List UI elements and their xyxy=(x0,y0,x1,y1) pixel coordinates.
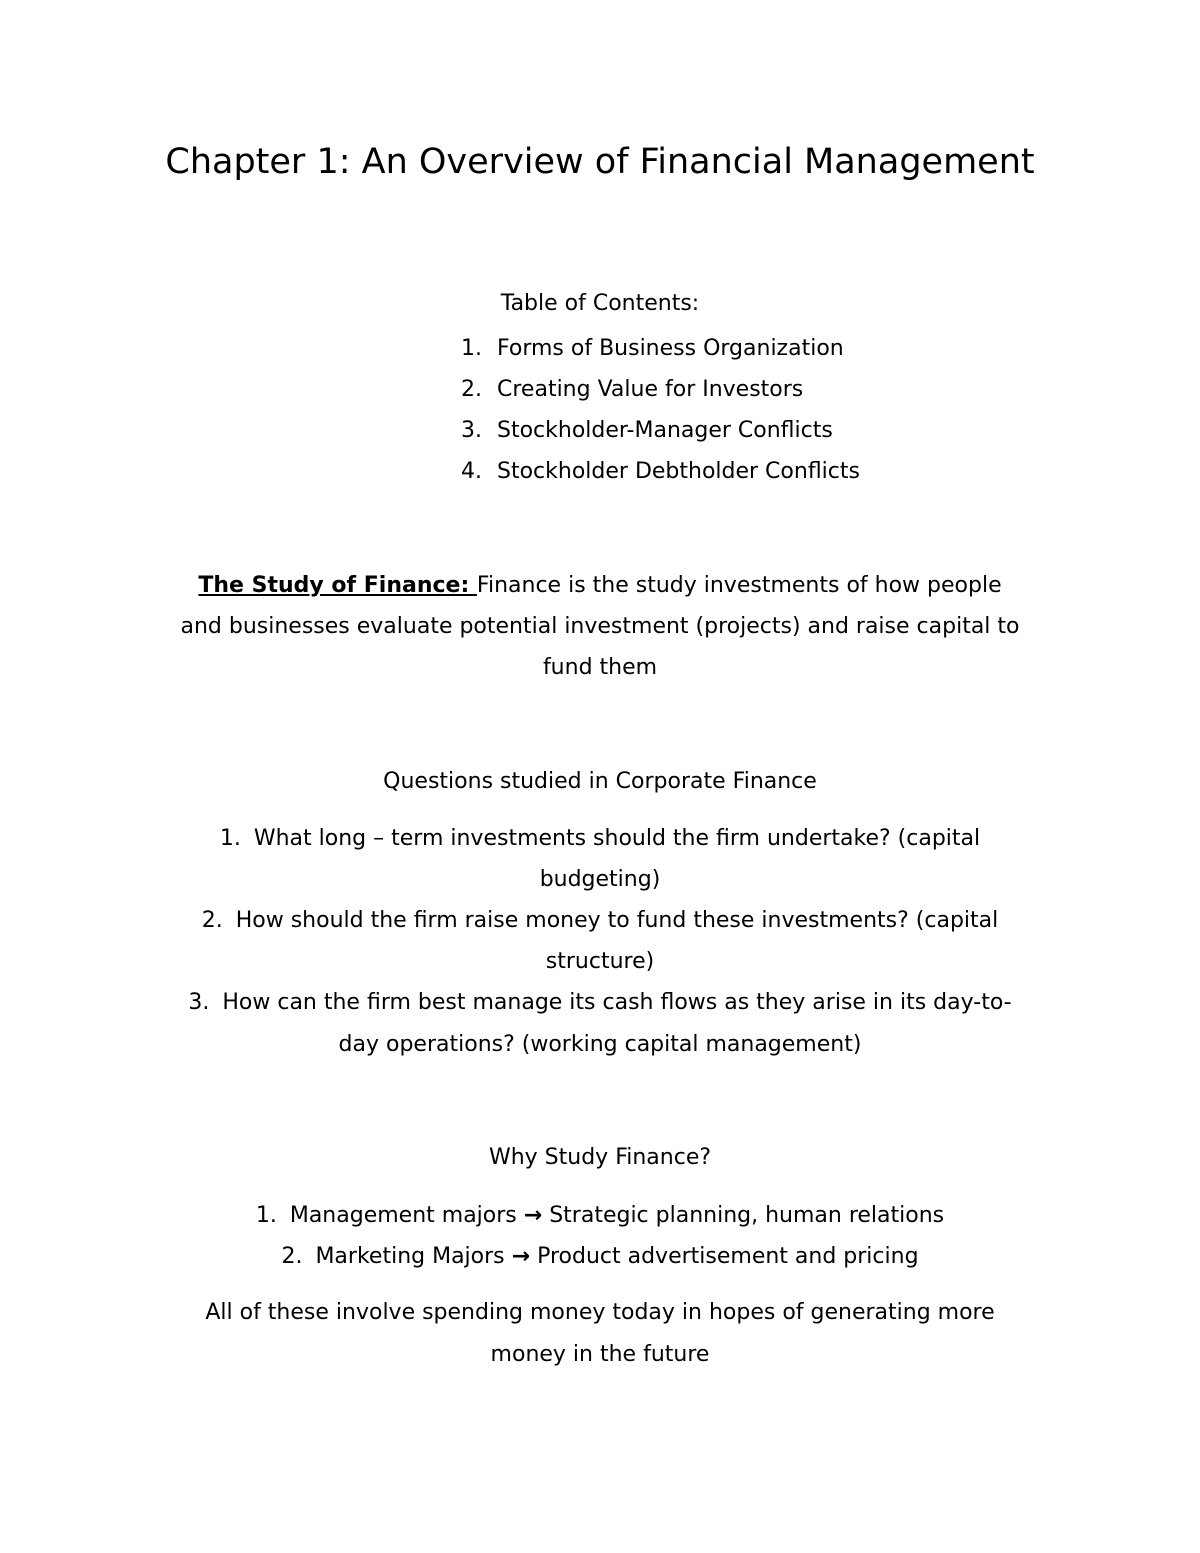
why-heading: Why Study Finance? xyxy=(488,1145,712,1170)
toc-item-number: 1. xyxy=(461,336,482,361)
question-continuation: day operations? (working capital management) xyxy=(338,1032,862,1057)
toc-item-number: 2. xyxy=(461,377,482,402)
question-item xyxy=(0,900,1200,941)
toc-item xyxy=(455,451,860,492)
why-item-topic: Product advertisement and pricing xyxy=(537,1244,919,1269)
question-continuation: structure) xyxy=(545,949,655,974)
question-text: How should the firm raise money to fund these investments? (capital xyxy=(235,908,999,933)
arrow-right-icon: → xyxy=(511,1244,531,1269)
question-item xyxy=(0,982,1200,1023)
toc-item-text: Stockholder-Manager Conflicts xyxy=(497,418,833,443)
why-item xyxy=(0,1195,1200,1236)
study-paragraph-line-1 xyxy=(0,565,1200,606)
why-item-major: Marketing Majors xyxy=(315,1244,505,1269)
why-item-number: 2. xyxy=(281,1244,303,1269)
question-number: 3. xyxy=(188,990,210,1015)
why-item-major: Management majors xyxy=(289,1203,517,1228)
study-paragraph-line-2: and businesses evaluate potential investment (projects) and raise capital to xyxy=(180,614,1020,639)
why-item xyxy=(0,1236,1200,1277)
toc-item-text: Forms of Business Organization xyxy=(497,336,844,361)
toc-item xyxy=(455,369,803,410)
question-continuation: budgeting) xyxy=(539,867,661,892)
arrow-right-icon: → xyxy=(523,1203,543,1228)
study-label: The Study of Finance: xyxy=(198,573,477,598)
toc-item-number: 4. xyxy=(461,459,482,484)
why-item-topic: Strategic planning, human relations xyxy=(549,1203,945,1228)
questions-heading: Questions studied in Corporate Finance xyxy=(383,769,817,794)
question-text: How can the firm best manage its cash flows as they arise in its day-to- xyxy=(222,990,1012,1015)
conclusion-line-1: All of these involve spending money today in hopes of generating more xyxy=(205,1300,995,1325)
conclusion-line-2: money in the future xyxy=(490,1342,710,1367)
toc-item-text: Creating Value for Investors xyxy=(497,377,804,402)
question-number: 1. xyxy=(219,826,241,851)
toc-item xyxy=(455,328,844,369)
why-item-number: 1. xyxy=(255,1203,277,1228)
study-paragraph-line-3: fund them xyxy=(542,655,658,680)
toc-item-number: 3. xyxy=(461,418,482,443)
question-number: 2. xyxy=(201,908,223,933)
page-title: Chapter 1: An Overview of Financial Management xyxy=(165,142,1035,182)
toc-heading: Table of Contents: xyxy=(500,291,700,316)
study-text: Finance is the study investments of how people xyxy=(476,573,1002,598)
toc-item-text: Stockholder Debtholder Conflicts xyxy=(497,459,860,484)
question-item xyxy=(0,818,1200,859)
toc-item xyxy=(455,410,833,451)
question-text: What long – term investments should the firm undertake? (capital xyxy=(253,826,981,851)
